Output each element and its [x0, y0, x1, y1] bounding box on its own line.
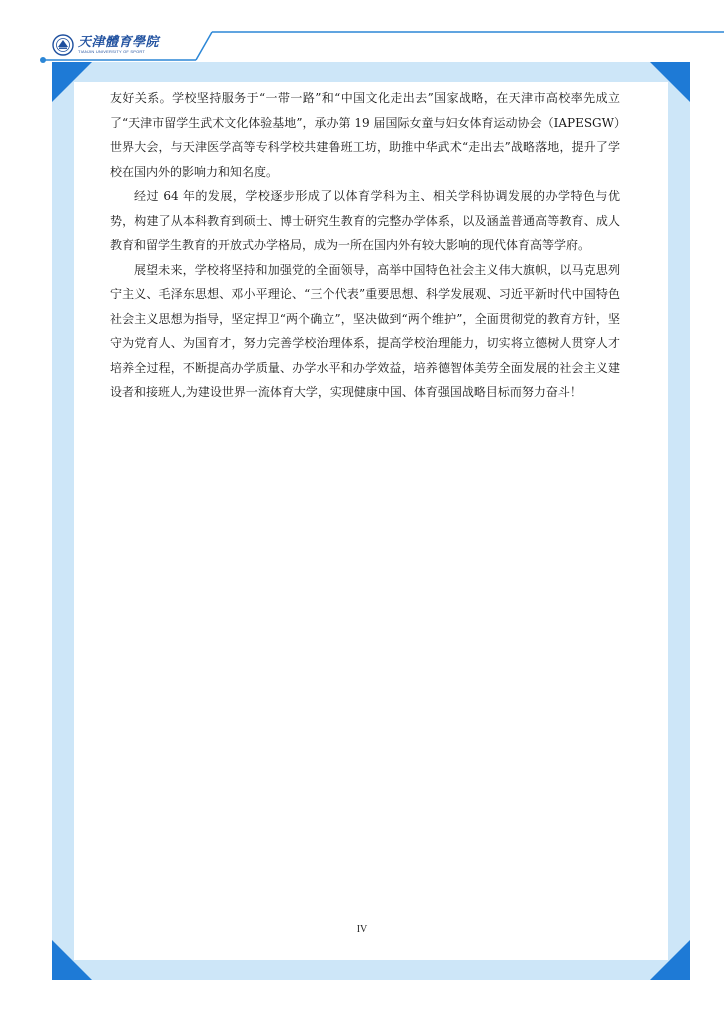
- paragraph-continued: 友好关系。学校坚持服务于“一带一路”和“中国文化走出去”国家战略，在天津市高校率先成立了“天津市留学生武术文化体验基地”，承办第 19 届国际女童与妇女体育运动协会（IAPESGW）世界大会，与天津医学高等专科学校共建鲁班工坊，助推中华武术“走出去”战略落地，提升了学校在国内外的影响力和知名度。: [110, 91, 620, 179]
- page-number: IV: [356, 924, 368, 935]
- header-dot: [40, 57, 46, 63]
- paragraph-outlook: 展望未来，学校将坚持和加强党的全面领导，高举中国特色社会主义伟大旗帜，以马克思列宁主义、毛泽东思想、邓小平理论、“三个代表”重要思想、科学发展观、习近平新时代中国特色社会主义思想为指导，坚定捍卫“两个确立”，坚决做到“两个维护”，全面贯彻党的教育方针，坚守为党育人、为国育才，努力完善学校治理体系，提高学校治理能力，切实将立德树人贯穿人才培养全过程，不断提高办学质量、办学水平和办学效益，培养德智体美劳全面发展的社会主义建设者和接班人,为建设世界一流体育大学，实现健康中国、体育强国战略目标而努力奋斗！: [110, 262, 620, 399]
- corner-bottom-left: [52, 940, 92, 980]
- paragraph-development: 经过 64 年的发展，学校逐步形成了以体育学科为主、相关学科协调发展的办学特色与优势，构建了从本科教育到硕士、博士研究生教育的完整办学体系，以及涵盖普通高等教育、成人教育和留学生教育的开放式办学格局，成为一所在国内外有较大影响的现代体育高等学府。: [110, 189, 620, 252]
- corner-top-right: [650, 62, 690, 102]
- corner-top-left: [52, 62, 92, 102]
- school-name-cn: 天津體育學院: [78, 35, 160, 50]
- school-name-en: TIANJIN UNIVERSITY OF SPORT: [78, 49, 146, 54]
- school-emblem-icon: [52, 34, 74, 56]
- school-logo: [52, 34, 159, 56]
- header-rule-slant: [196, 32, 212, 60]
- body-text: [110, 86, 620, 405]
- corner-bottom-right: [650, 940, 690, 980]
